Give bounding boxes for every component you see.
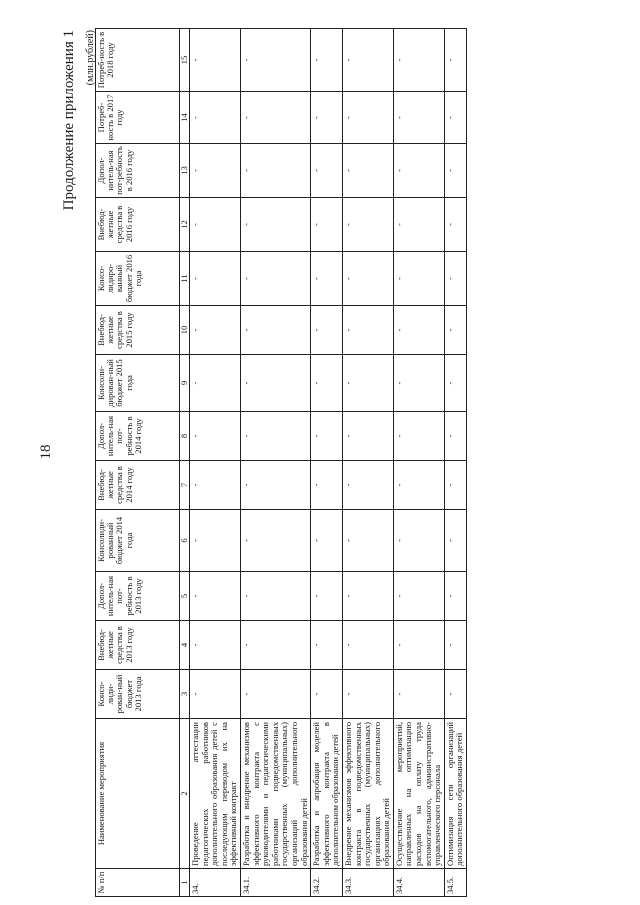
table-row	[444, 29, 466, 897]
budget-value: -	[240, 461, 310, 510]
budget-value: -	[342, 412, 393, 461]
row-number: 34.5.	[444, 869, 466, 897]
table-row	[393, 29, 444, 897]
column-header: Потреб-ность в 2017 году	[96, 92, 180, 144]
budget-value: -	[342, 252, 393, 306]
table-row	[311, 29, 343, 897]
budget-value: -	[311, 412, 343, 461]
page-number: 18	[38, 444, 54, 460]
budget-value: -	[311, 510, 343, 572]
budget-value: -	[240, 198, 310, 252]
budget-value: -	[190, 306, 241, 355]
budget-value: -	[240, 92, 310, 144]
budget-value: -	[311, 355, 343, 412]
activity-name: Осуществление мероприятий, направленных на оптимизацию расходов на оплату труда вспомогательного, административно-управленческого персонала	[393, 719, 444, 869]
budget-value: -	[240, 510, 310, 572]
column-number: 3	[180, 670, 190, 719]
column-header: Внебюд-жетные средства в 2013 году	[96, 621, 180, 670]
budget-value: -	[393, 355, 444, 412]
budget-value: -	[393, 510, 444, 572]
column-header: Консо-лидиро-ванный бюджет 2016 года	[96, 252, 180, 306]
column-number: 15	[180, 29, 190, 92]
column-number: 6	[180, 510, 190, 572]
budget-value: -	[240, 144, 310, 198]
column-number: 8	[180, 412, 190, 461]
budget-value: -	[444, 412, 466, 461]
budget-value: -	[190, 355, 241, 412]
header-row	[96, 29, 180, 897]
budget-value: -	[444, 144, 466, 198]
activity-name: Оптимизация сети организаций дополнительного образования детей	[444, 719, 466, 869]
column-number-row	[180, 29, 190, 897]
column-number: 14	[180, 92, 190, 144]
budget-value: -	[311, 144, 343, 198]
budget-value: -	[240, 252, 310, 306]
budget-value: -	[393, 29, 444, 92]
activity-name: Разработка и апробация моделей эффективного контракта в дополнительном образовании детей	[311, 719, 343, 869]
budget-value: -	[342, 621, 393, 670]
units-label: (млн.рублей)	[85, 30, 96, 86]
budget-value: -	[444, 510, 466, 572]
budget-value: -	[311, 92, 343, 144]
column-number: 7	[180, 461, 190, 510]
table-row	[190, 29, 241, 897]
column-number: 13	[180, 144, 190, 198]
budget-value: -	[342, 510, 393, 572]
budget-value: -	[444, 198, 466, 252]
column-number: 4	[180, 621, 190, 670]
budget-value: -	[444, 461, 466, 510]
budget-value: -	[240, 572, 310, 621]
budget-value: -	[342, 144, 393, 198]
budget-value: -	[444, 29, 466, 92]
budget-value: -	[342, 572, 393, 621]
budget-value: -	[240, 621, 310, 670]
column-header: Консоли-дирован-ный бюджет 2015 года	[96, 355, 180, 412]
budget-value: -	[190, 198, 241, 252]
budget-value: -	[342, 355, 393, 412]
budget-value: -	[190, 572, 241, 621]
budget-value: -	[311, 252, 343, 306]
budget-value: -	[393, 198, 444, 252]
row-number: 34.4.	[393, 869, 444, 897]
budget-value: -	[393, 306, 444, 355]
budget-value: -	[342, 198, 393, 252]
table-row	[240, 29, 310, 897]
budget-value: -	[393, 572, 444, 621]
column-header: Допол-нитель-ная пот-ребность в 2013 году	[96, 572, 180, 621]
budget-value: -	[342, 29, 393, 92]
column-header: Консо-лиди-рован-ный бюджет 2013 года	[96, 670, 180, 719]
budget-value: -	[444, 355, 466, 412]
budget-value: -	[444, 670, 466, 719]
column-header: Допол-нитель-ная пот-ребность в 2016 году	[96, 144, 180, 198]
budget-value: -	[342, 92, 393, 144]
column-header: Внебюд-жетные средства в 2016 году	[96, 198, 180, 252]
budget-value: -	[190, 412, 241, 461]
activity-name: Внедрение механизмов эффективного контракта в подведомственных государственных (муниципальных) организациях дополнительного образования детей	[342, 719, 393, 869]
budget-value: -	[444, 572, 466, 621]
budget-value: -	[342, 670, 393, 719]
column-header: Консолиди-рованный бюджет 2014 года	[96, 510, 180, 572]
budget-table	[95, 28, 467, 897]
budget-value: -	[240, 670, 310, 719]
budget-value: -	[190, 670, 241, 719]
budget-value: -	[311, 29, 343, 92]
column-number: 1	[180, 869, 190, 897]
budget-value: -	[342, 306, 393, 355]
column-number: 12	[180, 198, 190, 252]
budget-value: -	[393, 412, 444, 461]
budget-value: -	[311, 198, 343, 252]
budget-value: -	[240, 306, 310, 355]
row-number: 34.2.	[311, 869, 343, 897]
appendix-title: Продолжение приложения 1	[61, 30, 77, 211]
row-number: 34.	[190, 869, 241, 897]
budget-value: -	[393, 670, 444, 719]
budget-value: -	[393, 252, 444, 306]
budget-value: -	[393, 461, 444, 510]
budget-value: -	[240, 412, 310, 461]
column-number: 2	[180, 719, 190, 869]
budget-value: -	[393, 92, 444, 144]
table-body	[190, 29, 467, 897]
column-number: 10	[180, 306, 190, 355]
row-number: 34.1.	[240, 869, 310, 897]
budget-value: -	[444, 306, 466, 355]
budget-value: -	[190, 29, 241, 92]
column-header: № п/п	[96, 869, 180, 897]
budget-value: -	[190, 144, 241, 198]
activity-name: Разработка и внедрение механизмов эффективного контракта с руководителями и педагогическими работниками подведомственных государственных (муниципальных) организаций дополнительного образования детей	[240, 719, 310, 869]
budget-value: -	[240, 29, 310, 92]
budget-value: -	[393, 621, 444, 670]
budget-value: -	[190, 621, 241, 670]
column-header: Наименование мероприятия	[96, 719, 180, 869]
column-header: Внебюд-жетные средства в 2014 году	[96, 461, 180, 510]
budget-value: -	[240, 355, 310, 412]
column-header: Внебюд-жетные средства в 2015 году	[96, 306, 180, 355]
row-number: 34.3.	[342, 869, 393, 897]
budget-value: -	[444, 92, 466, 144]
column-number: 5	[180, 572, 190, 621]
budget-value: -	[342, 461, 393, 510]
budget-value: -	[190, 461, 241, 510]
budget-value: -	[444, 252, 466, 306]
budget-value: -	[311, 306, 343, 355]
column-number: 9	[180, 355, 190, 412]
activity-name: Проведение аттестации педагогических работников дополнительного образования детей с последующим переводом их на эффективный контракт	[190, 719, 241, 869]
column-header: Допол-нитель-ная пот-ребность в 2014 году	[96, 412, 180, 461]
budget-value: -	[393, 144, 444, 198]
budget-value: -	[311, 572, 343, 621]
budget-value: -	[444, 621, 466, 670]
budget-value: -	[311, 670, 343, 719]
table-row	[342, 29, 393, 897]
column-header: Потреб-ность в 2018 году	[96, 29, 180, 92]
budget-value: -	[311, 621, 343, 670]
budget-value: -	[190, 252, 241, 306]
budget-value: -	[311, 461, 343, 510]
budget-value: -	[190, 510, 241, 572]
budget-value: -	[190, 92, 241, 144]
column-number: 11	[180, 252, 190, 306]
